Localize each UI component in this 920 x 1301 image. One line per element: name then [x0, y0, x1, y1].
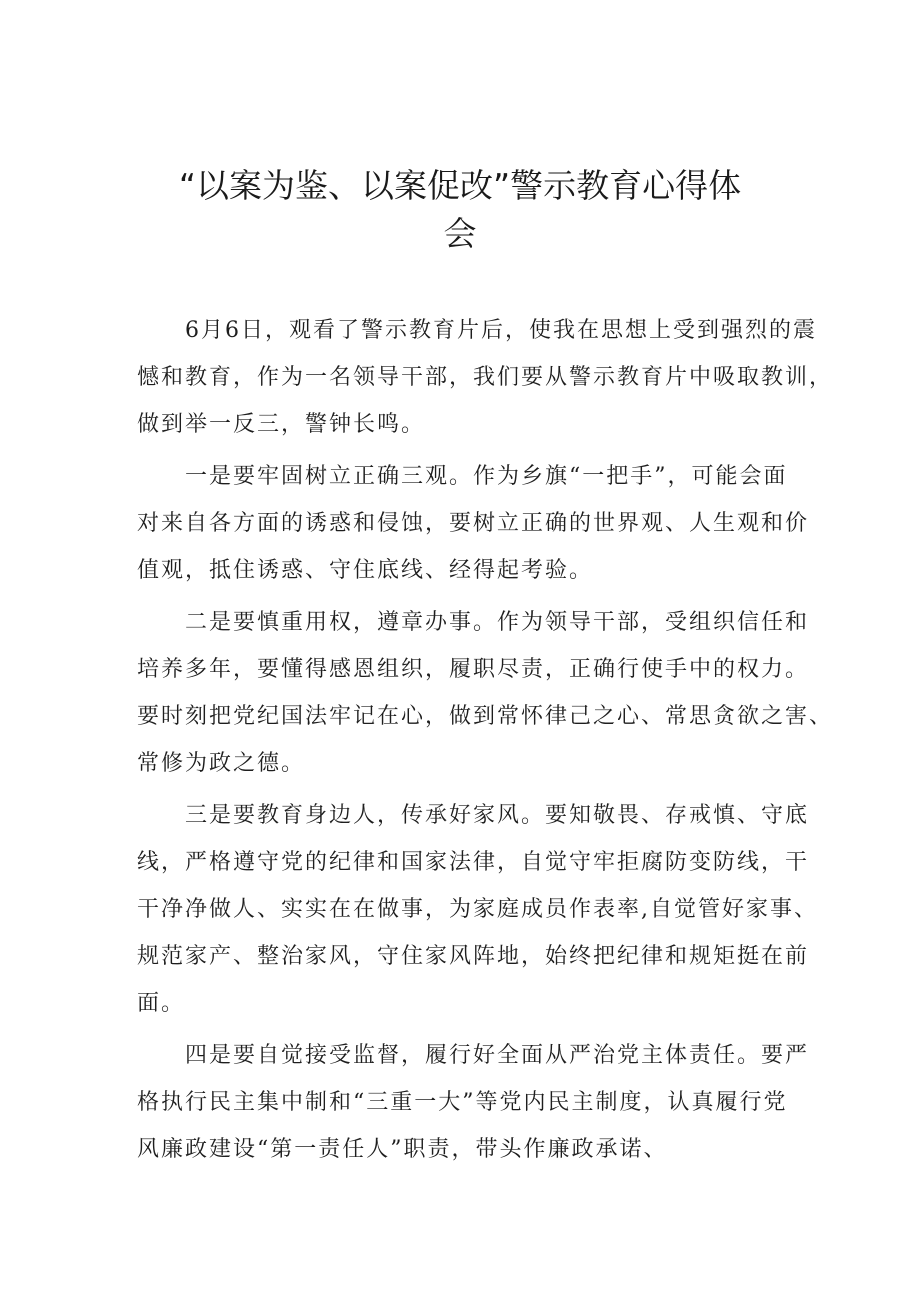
text-line: 规范家产、整治家风，守住家风阵地，始终把纪律和规矩挺在前 [137, 944, 810, 969]
text-line: 憾和教育，作为一名领导干部，我们要从警示教育片中吸取教训， [137, 365, 834, 390]
text-line: 干净净做人、实实在在做事，为家庭成员作表率,自觉管好家事、 [137, 897, 818, 922]
paragraph-intro [137, 307, 834, 448]
paragraph-point-4 [137, 1032, 810, 1173]
paragraph-point-2 [137, 599, 834, 787]
document-body [137, 307, 834, 1178]
text-line: 常修为政之德。 [137, 751, 306, 776]
text-line: 线，严格遵守党的纪律和国家法律，自觉守牢拒腐防变防线，干 [137, 850, 810, 875]
text-line: 格执行民主集中制和“三重一大”等党内民主制度，认真履行党 [137, 1090, 788, 1115]
text-line: 对来自各方面的诱惑和侵蚀，要树立正确的世界观、人生观和价 [137, 511, 810, 536]
text-line: 三是要教育身边人，传承好家风。要知敬畏、存戒慎、守底 [185, 803, 810, 828]
text-line: 四是要自觉接受监督，履行好全面从严治党主体责任。要严 [185, 1043, 810, 1068]
text-line: 值观，抵住诱惑、守住底线、经得起考验。 [137, 558, 594, 583]
document-title [150, 162, 770, 258]
text-line: 面。 [137, 991, 186, 1016]
text-line: 培养多年，要懂得感恩组织，履职尽责，正确行使手中的权力。 [137, 657, 810, 682]
text-line: 风廉政建设“第一责任人”职责，带头作廉政承诺、 [137, 1137, 668, 1162]
text-line: 6月6日，观看了警示教育片后，使我在思想上受到强烈的震 [185, 318, 817, 343]
title-line: “以案为鉴、以案促改”警示教育心得体 [178, 166, 742, 205]
paragraph-point-3 [137, 792, 818, 1027]
text-line: 一是要牢固树立正确三观。作为乡旗“一把手”，可能会面 [185, 464, 788, 489]
text-line: 做到举一反三，警钟长鸣。 [137, 412, 426, 437]
title-line: 会 [443, 214, 477, 253]
text-line: 二是要慎重用权，遵章办事。作为领导干部，受组织信任和 [185, 610, 810, 635]
text-line: 要时刻把党纪国法牢记在心，做到常怀律己之心、常思贪欲之害、 [137, 704, 834, 729]
paragraph-point-1 [137, 453, 810, 594]
